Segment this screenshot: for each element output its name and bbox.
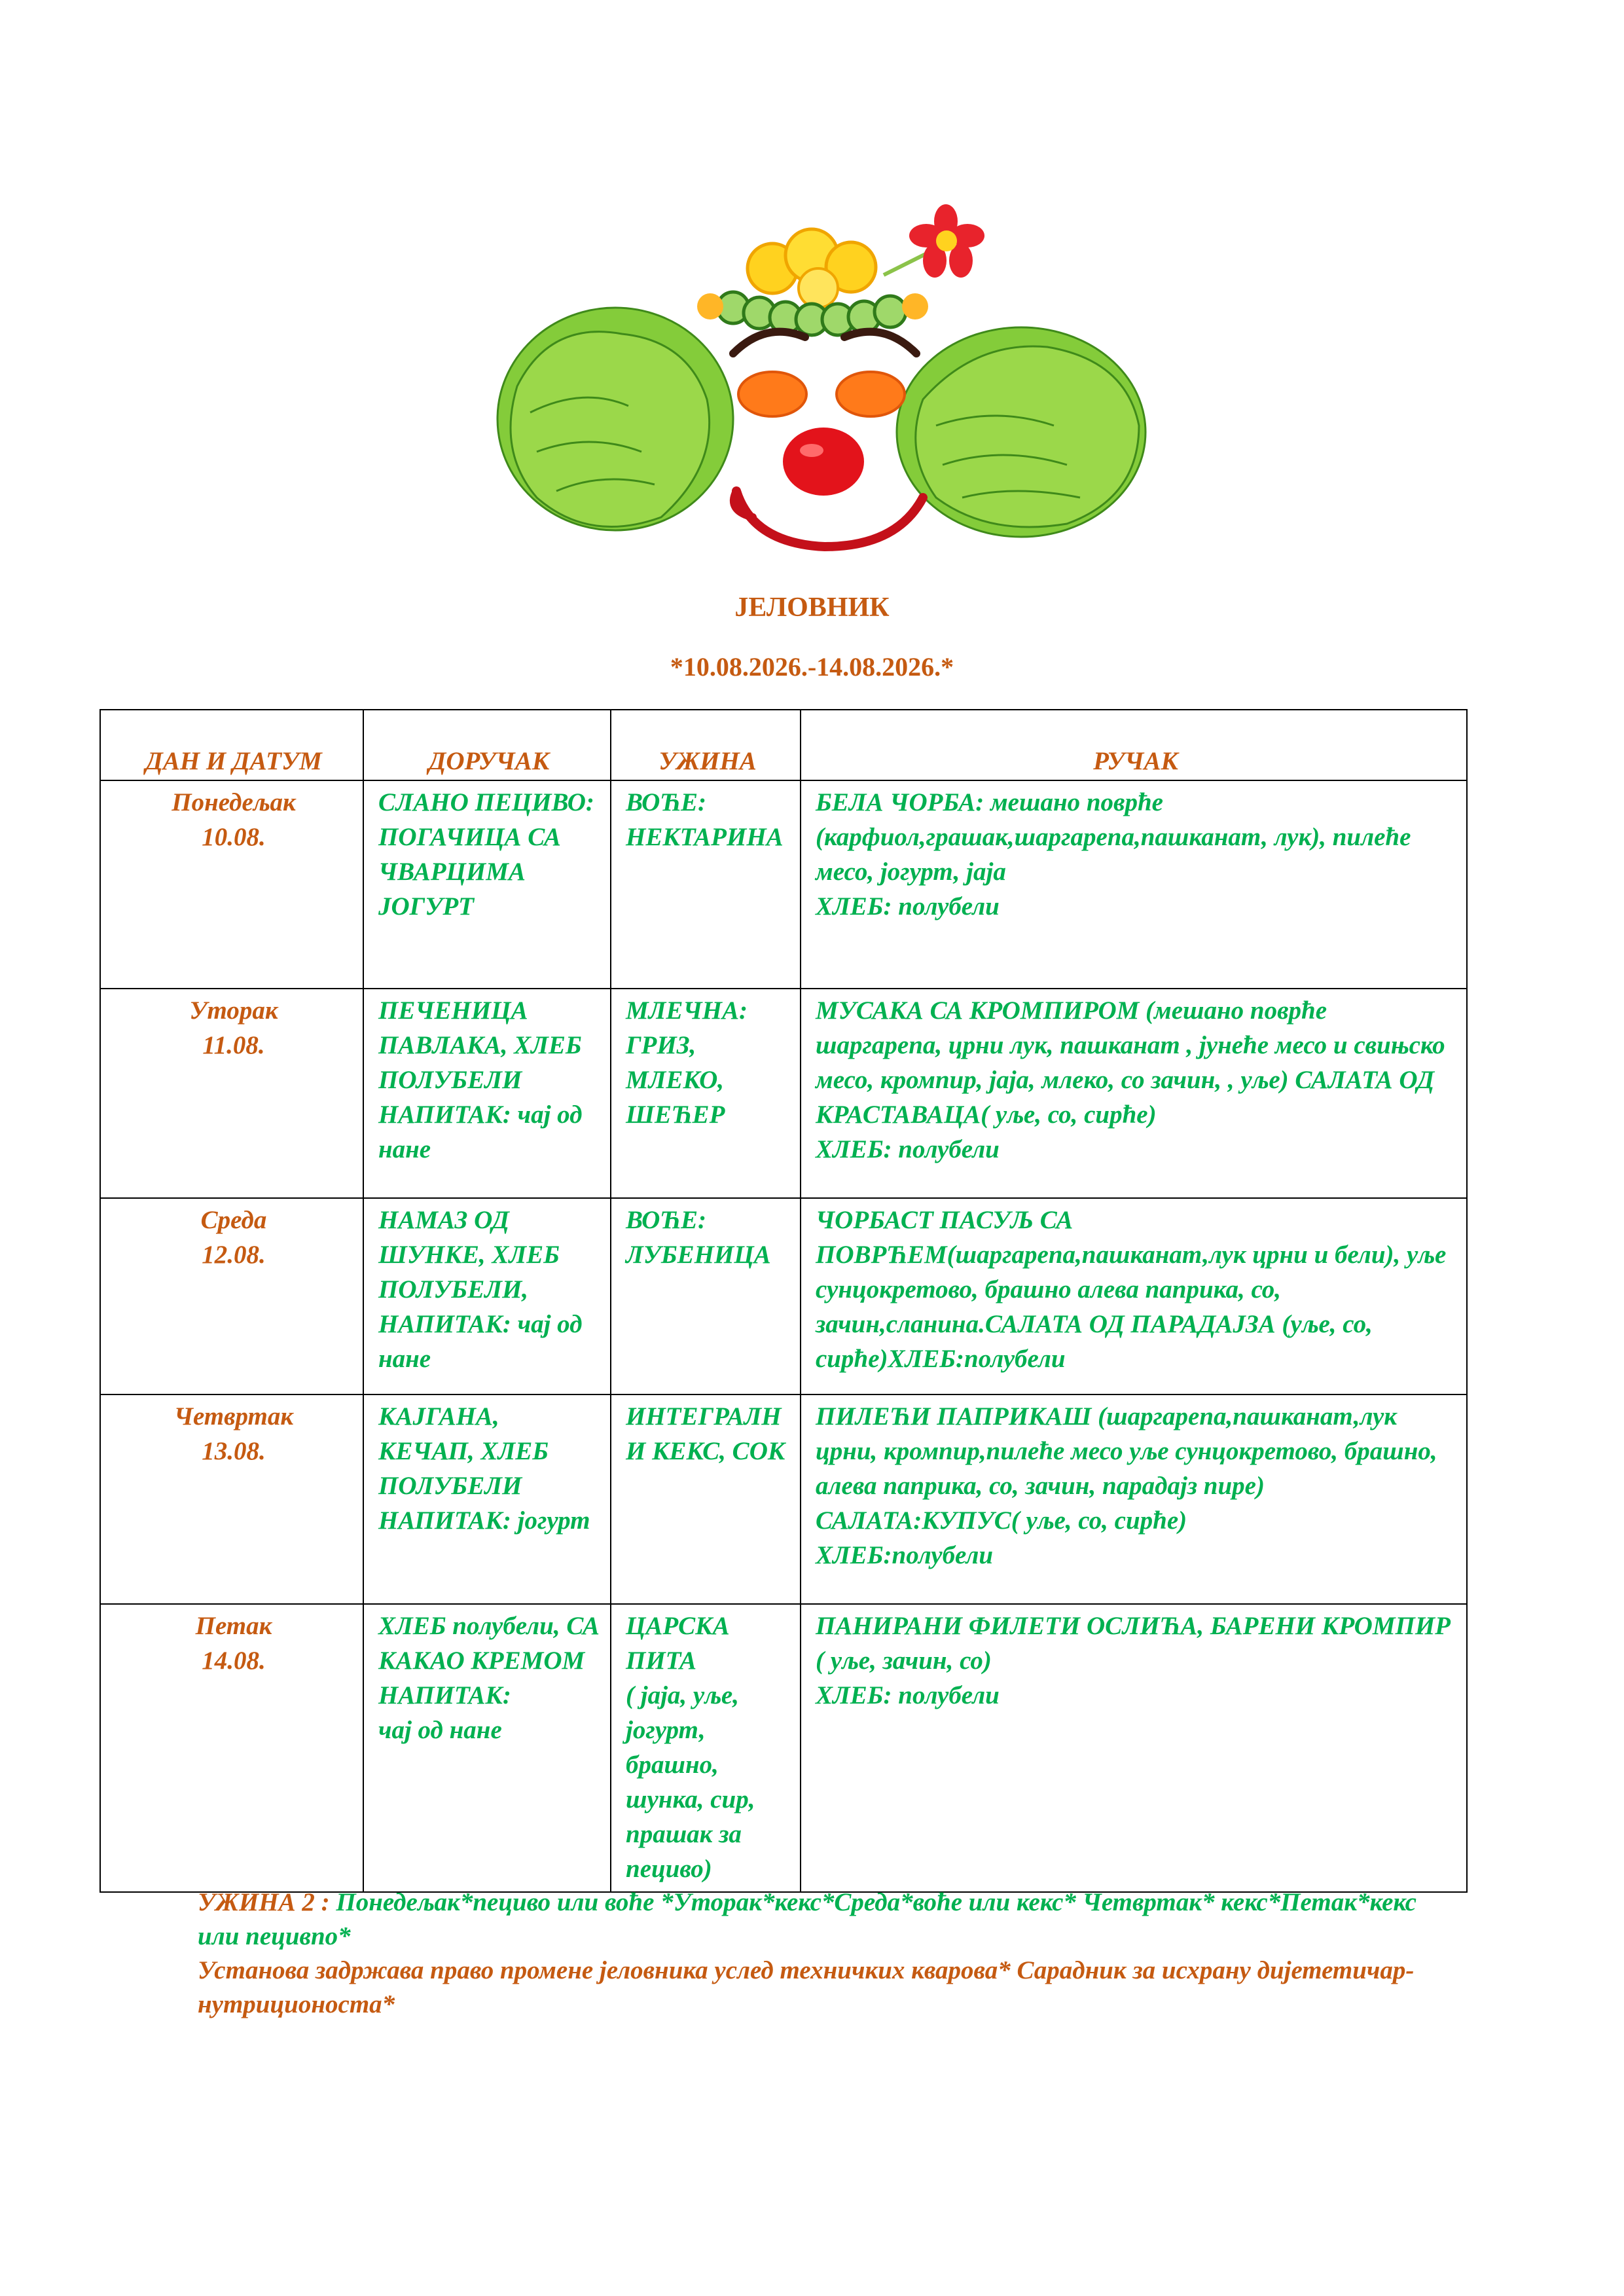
snack-cell: ИНТЕГРАЛНИ КЕКС, СОК — [611, 1394, 801, 1604]
menu-date-range: *10.08.2026.-14.08.2026.* — [670, 652, 954, 682]
table-row — [100, 780, 1467, 989]
lunch-cell: ПАНИРАНИ ФИЛЕТИ ОСЛИЋА, БАРЕНИ КРОМПИР ( уље, зачин, со) ХЛЕБ: полубели — [801, 1604, 1467, 1892]
breakfast-cell: СЛАНО ПЕЦИВО: ПОГАЧИЦА СА ЧВАРЦИМА ЈОГУРТ — [363, 780, 611, 989]
menu-footer — [198, 1886, 1441, 2022]
lettuce-left-icon — [497, 308, 733, 530]
day-cell — [100, 1604, 363, 1892]
day-name: Петак — [195, 1612, 272, 1640]
snack-cell: ЦАРСКА ПИТА ( јаја, уље, јогурт, брашно, шунка, сир, прашак за пециво) — [611, 1604, 801, 1892]
column-header-snack: УЖИНА — [611, 710, 801, 780]
day-name: Четвртак — [173, 1402, 294, 1430]
day-date: 10.08. — [202, 823, 266, 851]
table-header-row — [100, 710, 1467, 780]
day-name: Понедељак — [171, 788, 296, 816]
day-date: 14.08. — [202, 1647, 266, 1675]
tomato-nose-icon — [783, 428, 864, 496]
snack-cell: МЛЕЧНА: ГРИЗ, МЛЕКО, ШЕЋЕР — [611, 989, 801, 1198]
eyebrow-right-icon — [844, 332, 916, 354]
lunch-cell: МУСАКА СА КРОМПИРОМ (мешано поврће шаргарепа, црни лук, пашканат , јунеће месо и свињско месо, кромпир, јаја, млеко, со зачин, , уље) САЛАТА ОД КРАСТАВАЦА( уље, со, сирће) ХЛЕБ: полубели — [801, 989, 1467, 1198]
day-date: 13.08. — [202, 1437, 266, 1465]
breakfast-cell: ПЕЧЕНИЦА ПАВЛАКА, ХЛЕБ ПОЛУБЕЛИ НАПИТАК: чај од нане — [363, 989, 611, 1198]
day-cell — [100, 1198, 363, 1394]
menu-title: ЈЕЛОВНИК — [734, 592, 890, 623]
orange-left-icon — [697, 293, 723, 319]
lemon-slices-icon — [748, 229, 876, 308]
lunch-cell: ЧОРБАСТ ПАСУЉ СА ПОВРЋЕМ(шаргарепа,пашканат,лук црни и бели), уље сунцокретово, брашно алева паприка, со, зачин,сланина.САЛАТА ОД ПАРАДАЈЗА (уље, со, сирће)ХЛЕБ:полубели — [801, 1198, 1467, 1394]
snack-cell: ВОЋЕ: НЕКТАРИНА — [611, 780, 801, 989]
lettuce-right-icon — [897, 327, 1146, 537]
column-header-breakfast: ДОРУЧАК — [363, 710, 611, 780]
snack-cell: ВОЋЕ: ЛУБЕНИЦА — [611, 1198, 801, 1394]
day-cell — [100, 1394, 363, 1604]
column-header-lunch: РУЧАК — [801, 710, 1467, 780]
orange-right-icon — [902, 293, 928, 319]
strawberry-flower-icon — [884, 204, 984, 278]
breakfast-cell: КАЈГАНА, КЕЧАП, ХЛЕБ ПОЛУБЕЛИ НАПИТАК: јогурт — [363, 1394, 611, 1604]
eyebrow-left-icon — [733, 332, 805, 354]
notice-text: Установа задржава право промене јеловника услед техничких кварова* Сарадник за исхрану дијететичар-нутриционоста* — [198, 1956, 1415, 2018]
lunch-cell: БЕЛА ЧОРБА: мешано поврће (карфиол,грашак,шаргарепа,пашканат, лук), пилеће месо, јогурт, јаја ХЛЕБ: полубели — [801, 780, 1467, 989]
day-name: Среда — [200, 1206, 267, 1234]
day-date: 12.08. — [202, 1241, 266, 1269]
day-date: 11.08. — [202, 1031, 265, 1059]
table-row — [100, 1604, 1467, 1892]
table-row — [100, 1394, 1467, 1604]
column-header-day-date: ДАН И ДАТУМ — [100, 710, 363, 780]
lunch-cell: ПИЛЕЋИ ПАПРИКАШ (шаргарепа,пашканат,лук црни, кромпир,пилеће месо уље сунцокретово, брашно, алева паприка, со, зачин, парадајз пире) САЛАТА:КУПУС( уље, со, сирће) ХЛЕБ:полубели — [801, 1394, 1467, 1604]
snack2-note — [198, 1886, 1441, 1954]
day-name: Уторак — [189, 996, 278, 1025]
breakfast-cell: НАМАЗ ОД ШУНКЕ, ХЛЕБ ПОЛУБЕЛИ, НАПИТАК: чај од нане — [363, 1198, 611, 1394]
weekly-menu-table — [99, 709, 1468, 1893]
snack2-text: Понедељак*пециво или воће *Уторак*кекс*Среда*воће или кекс* Четвртак* кекс*Петак*кекс или пецивпо* — [198, 1888, 1416, 1950]
table-row — [100, 989, 1467, 1198]
ketchup-smile-icon — [736, 491, 923, 547]
day-cell — [100, 989, 363, 1198]
breakfast-cell: ХЛЕБ полубели, СА КАКАО КРЕМОМ НАПИТАК: чај од нане — [363, 1604, 611, 1892]
table-row — [100, 1198, 1467, 1394]
day-cell — [100, 780, 363, 989]
snack2-label: УЖИНА 2 : — [198, 1888, 330, 1916]
clown-vegetable-face-image — [478, 190, 1152, 570]
carrot-eyes-icon — [738, 372, 905, 416]
